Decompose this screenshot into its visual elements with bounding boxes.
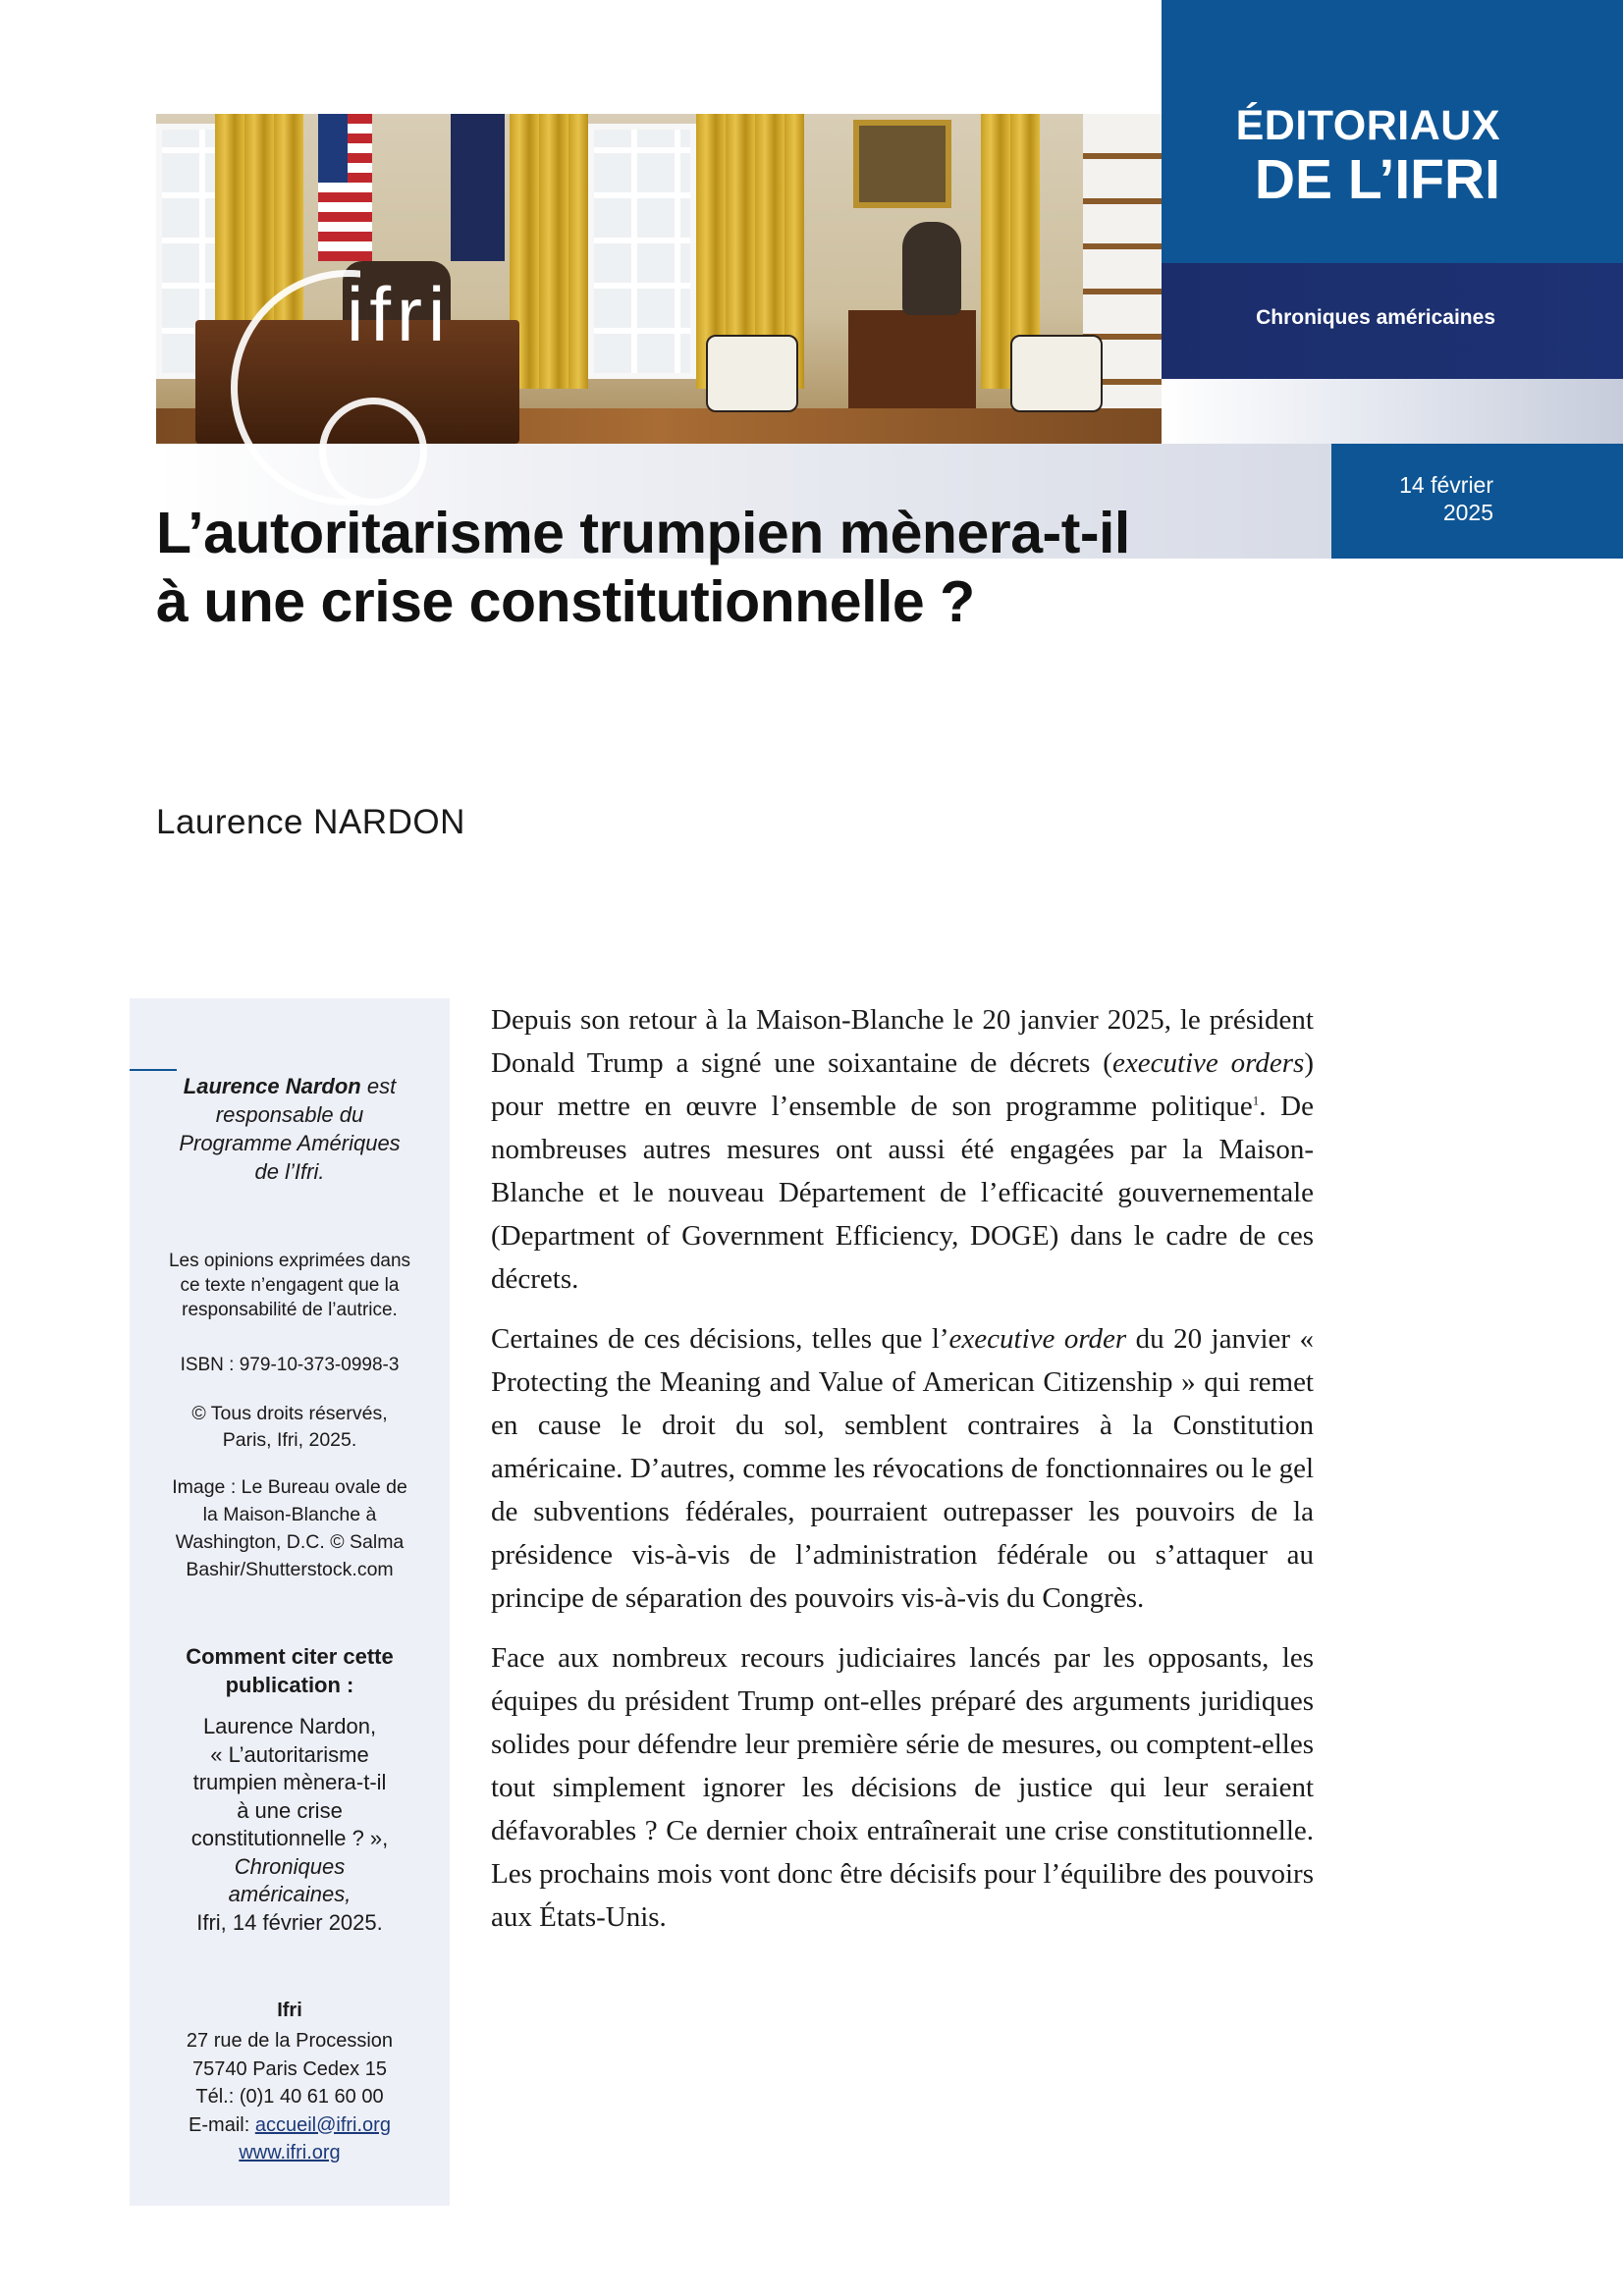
collection-banner (1162, 263, 1623, 379)
article-body (491, 998, 1314, 1955)
sidebar-rule (130, 1069, 177, 1071)
banner-gradient (1162, 379, 1623, 444)
copyright: © Tous droits réservés, Paris, Ifri, 2025. (191, 1403, 388, 1451)
presidential-flag-image (451, 114, 505, 261)
photo-portrait (853, 120, 951, 208)
logo-wordmark: ifri (347, 271, 452, 357)
page-title: L’autoritarisme trumpien mènera-t-il à une crise constitutionnelle ? (156, 501, 1130, 634)
isbn: ISBN : 979-10-373-0998-3 (180, 1355, 400, 1375)
website-link[interactable]: www.ifri.org (239, 2142, 341, 2163)
author-name: Laurence NARDON (156, 803, 465, 841)
photo-window (588, 124, 696, 379)
photo-side-table (848, 310, 976, 408)
footnote-ref[interactable]: 1 (1252, 1093, 1260, 1108)
collection-label: Chroniques américaines (1256, 306, 1495, 329)
paragraph: Face aux nombreux recours judiciaires lancés par les opposants, les équipes du président Trump ont-elles préparé des arguments juridiques solides pour défendre leur première série de mesures, ou comptent-elles tout simplement ignorer les décisions de justice qui leur seraient défavorables ? Ce dernier choix entraînerait une crise constitutionnelle. Les prochains mois vont donc être décisifs pour l’équilibre des pouvoirs aux États-Unis. (491, 1642, 1314, 1933)
series-banner (1162, 0, 1623, 263)
email-link[interactable]: accueil@ifri.org (254, 2113, 391, 2136)
citation-heading: Comment citer cette publication : (186, 1644, 394, 1697)
image-credit: Image : Le Bureau ovale de la Maison-Blanche à Washington, D.C. © Salma Bashir/Shutterstock.com (172, 1476, 407, 1580)
date-box (1331, 444, 1623, 559)
author-bio: Laurence Nardon est responsable du Programme Amériques de l’Ifri. (179, 1074, 401, 1184)
photo-armchair (1010, 335, 1103, 412)
publication-date: 14 février 2025 (1399, 472, 1493, 525)
us-flag-image (318, 114, 372, 261)
logo-circle (319, 398, 427, 506)
photo-armchair (706, 335, 798, 412)
disclaimer: Les opinions exprimées dans ce texte n’engagent que la responsabilité de l’autrice. (168, 1251, 411, 1320)
contact-address: 27 rue de la Procession 75740 Paris Cedex 15 Tél.: (0)1 40 61 60 00 E-mail: accueil@ifri.org www.ifri.org (186, 2030, 394, 2163)
org-name: Ifri (277, 2000, 302, 2021)
series-title-line1: ÉDITORIAUX (1235, 102, 1500, 149)
series-title-line2: DE L’IFRI (1254, 148, 1500, 211)
paragraph: Certaines de ces décisions, telles que l’executive order du 20 janvier « Protecting the Meaning and Value of American Citizenship » qui remet en cause le droit du sol, semblent contraires à la Constitution américaine. D’autres, comme les révocations de fonctionnaires ou le gel de subventions fédérales, pourraient outrepasser les pouvoirs de la présidence vis-à-vis de l’administration fédérale ou s’attaquer au principe de séparation des pouvoirs vis-à-vis du Congrès. (491, 1323, 1314, 1614)
paragraph: Depuis son retour à la Maison-Blanche le 20 janvier 2025, le président Donald Trump a signé une soixantaine de décrets (executive orders) pour mettre en œuvre l’ensemble de son programme politique$^1$. De nombreuses autres mesures ont aussi été engagées par la Maison-Blanche et le nouveau Département de l’efficacité gouvernementale (Department of Government Efficiency, DOGE) dans le cadre de ces décrets. (491, 1004, 1314, 1295)
citation: Laurence Nardon, « L’autoritarisme trumpien mènera-t-il à une crise constitutionnelle ? », Chroniques américaines, Ifri, 14 février 2025. (190, 1714, 389, 1935)
photo-bust (902, 222, 961, 315)
ifri-logo (231, 250, 486, 496)
sidebar (130, 998, 450, 2206)
photo-curtain (510, 114, 588, 389)
